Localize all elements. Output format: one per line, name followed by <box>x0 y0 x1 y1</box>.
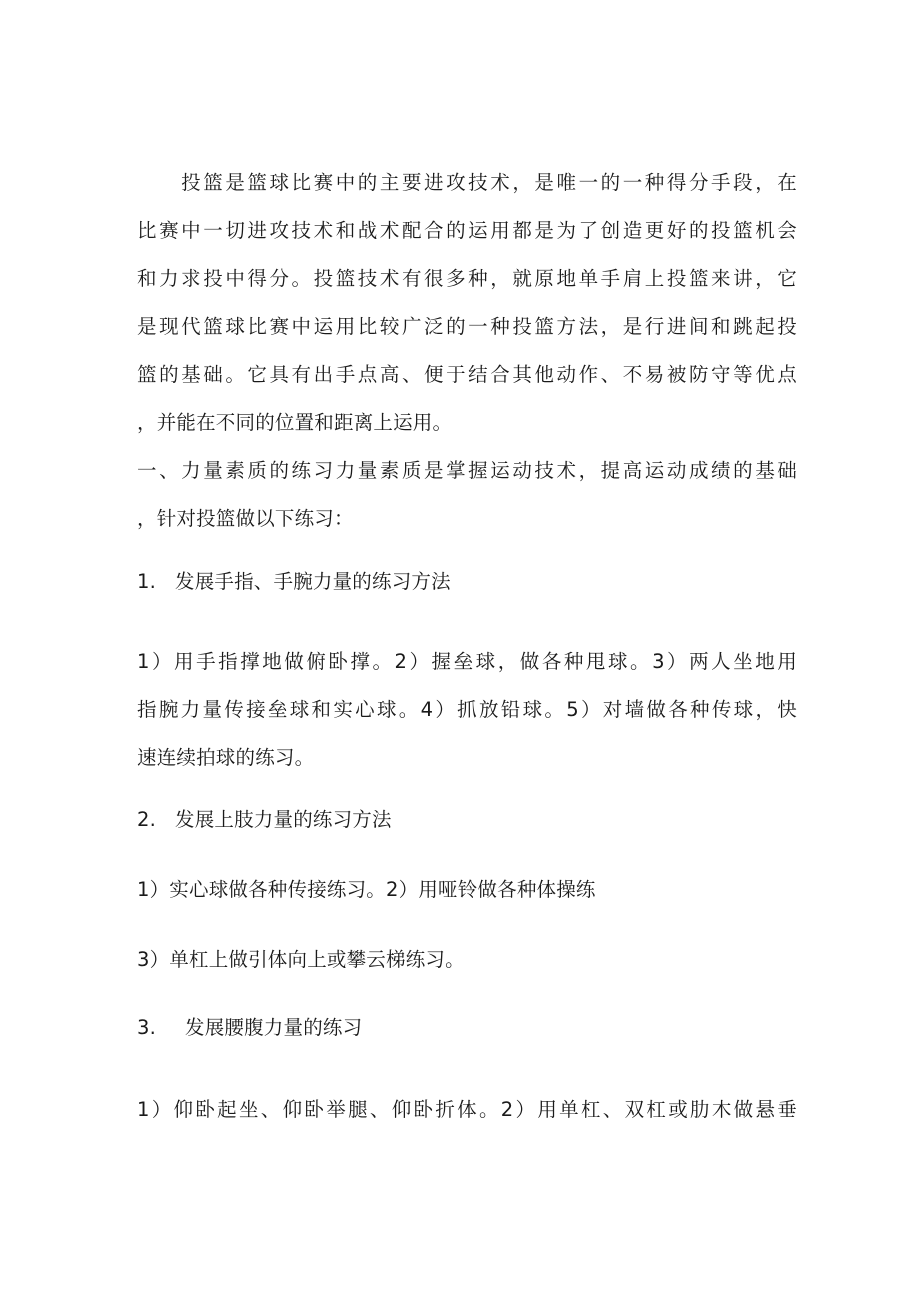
section-1-line-1: 一、力量素质的练习力量素质是掌握运动技术，提高运动成绩的基础 <box>137 459 797 482</box>
intro-line-2: 比赛中一切进攻技术和战术配合的运用都是为了创造更好的投篮机会 <box>137 219 797 242</box>
item-1-body-line-1: 1）用手指撑地做俯卧撑。2）握垒球，做各种甩球。3）两人坐地用 <box>137 650 797 673</box>
item-1-heading <box>137 568 797 596</box>
intro-line-3: 和力求投中得分。投篮技术有很多种，就原地单手肩上投篮来讲，它 <box>137 267 797 290</box>
item-3-heading <box>137 1014 797 1042</box>
item-1-heading-text: 发展手指、手腕力量的练习方法 <box>175 570 451 593</box>
item-2-heading <box>137 806 797 834</box>
item-1-number: 1. <box>137 570 157 593</box>
intro-line-4: 是现代篮球比赛中运用比较广泛的一种投篮方法，是行进间和跳起投 <box>137 315 797 338</box>
intro-line-5: 篮的基础。它具有出手点高、便于结合其他动作、不易被防守等优点 <box>137 363 797 386</box>
section-1-line-2: ，针对投篮做以下练习： <box>137 507 354 530</box>
intro-line-6: ，并能在不同的位置和距离上运用。 <box>137 411 453 434</box>
item-3-heading-text: 发展腰腹力量的练习 <box>185 1016 363 1039</box>
item-3-number: 3. <box>137 1016 157 1039</box>
item-1-body-line-2: 指腕力量传接垒球和实心球。4）抓放铅球。5）对墙做各种传球，快 <box>137 698 797 721</box>
item-3-body-line-1: 1）仰卧起坐、仰卧举腿、仰卧折体。2）用单杠、双杠或肋木做悬垂 <box>137 1098 797 1121</box>
item-2-heading-text: 发展上肢力量的练习方法 <box>175 808 392 831</box>
item-2-body-line-1: 1）实心球做各种传接练习。2）用哑铃做各种体操练 <box>137 878 596 901</box>
item-1-body-line-3: 速连续拍球的练习。 <box>137 746 315 769</box>
item-2-number: 2. <box>137 808 157 831</box>
intro-line-1: 投篮是篮球比赛中的主要进攻技术，是唯一的一种得分手段，在 <box>137 171 797 194</box>
item-2-body-line-2: 3）单杠上做引体向上或攀云梯练习。 <box>137 948 465 971</box>
